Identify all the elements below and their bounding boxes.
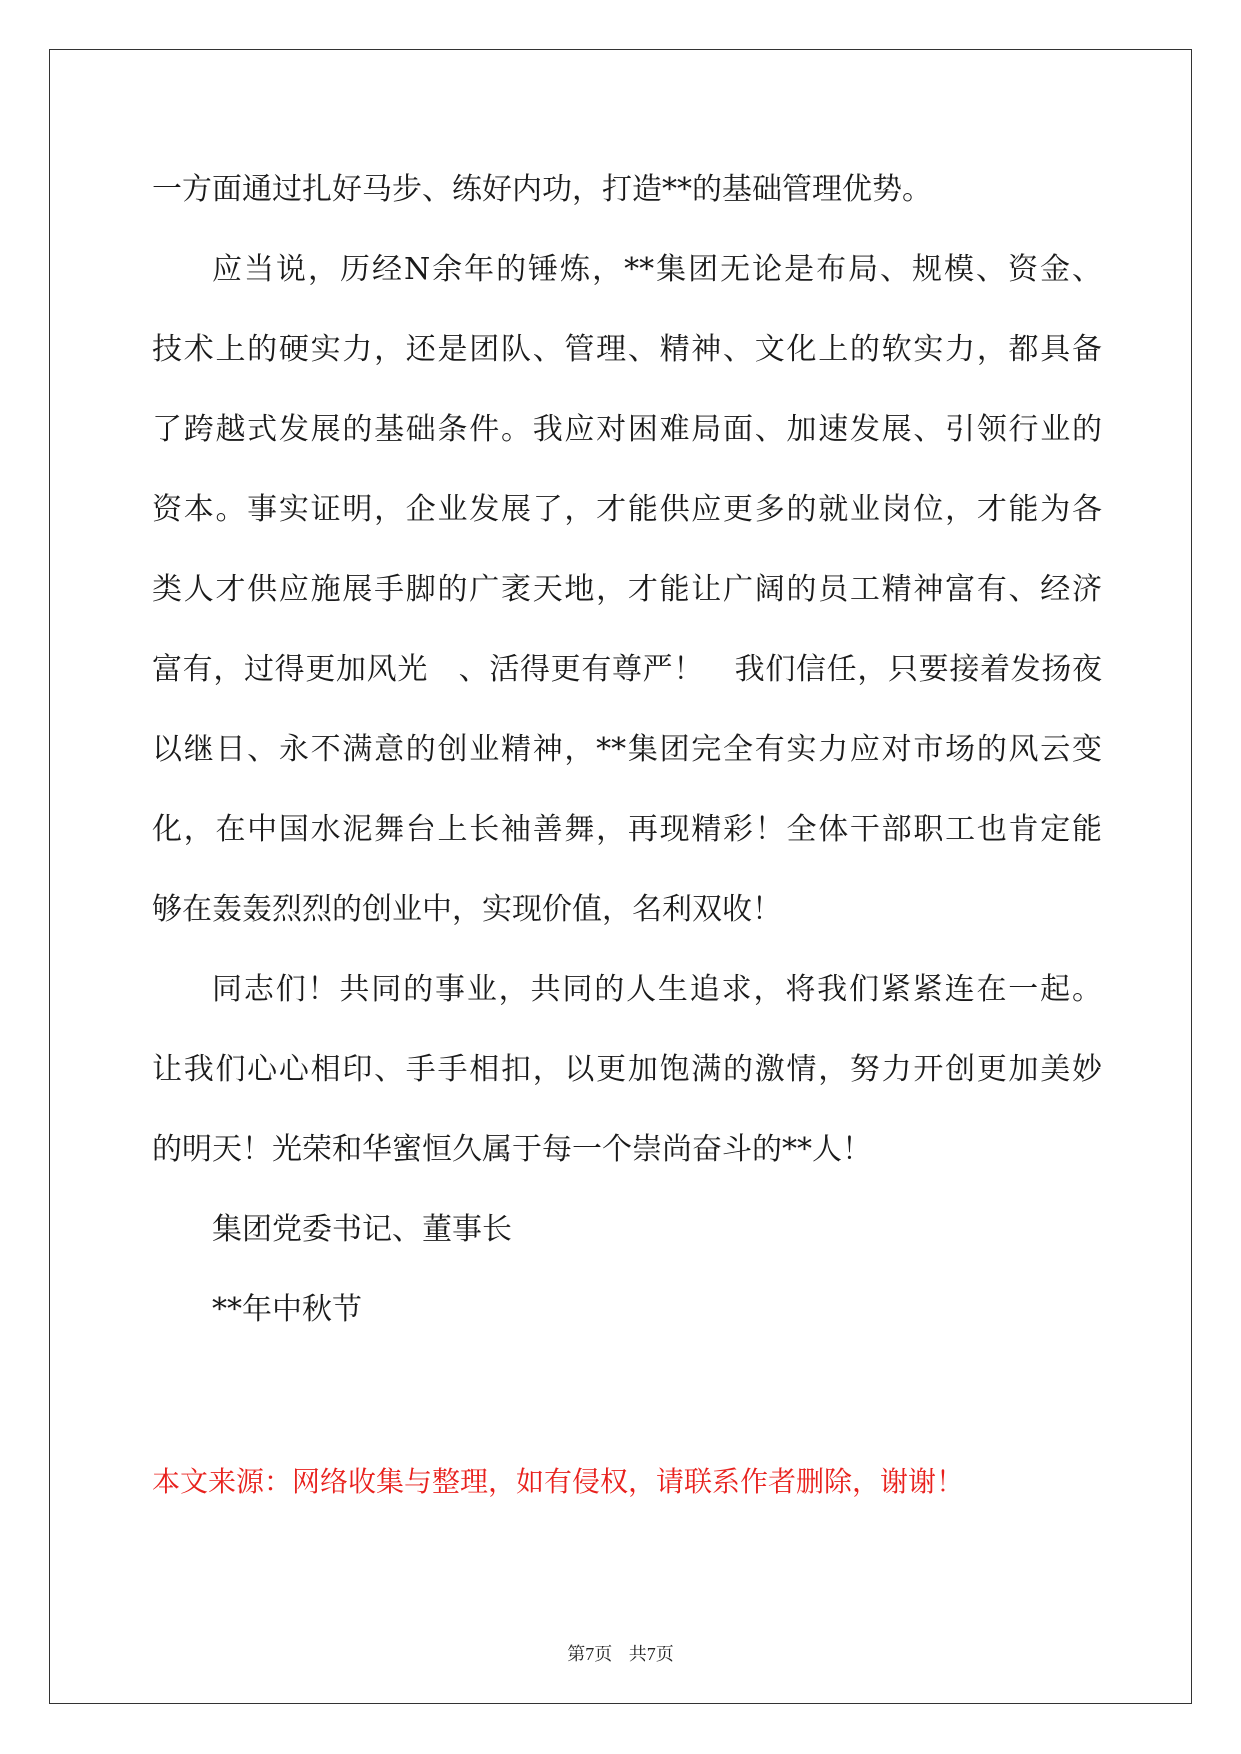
- text-line: 富有，过得更加风光 、活得更有尊严！ 我们信任，只要接着发扬夜: [152, 652, 1102, 687]
- text-line: 同志们！共同的事业，共同的人生追求，将我们紧紧连在一起。: [212, 972, 1102, 1007]
- text-line: 技术上的硬实力，还是团队、管理、精神、文化上的软实力，都具备: [152, 332, 1102, 367]
- page-number: 第7页: [567, 1644, 613, 1664]
- text-line: 够在轰轰烈烈的创业中，实现价值，名利双收！: [152, 892, 782, 927]
- document-body: [152, 150, 1102, 1350]
- page-total: 共7页: [628, 1644, 674, 1664]
- text-line: 化，在中国水泥舞台上长袖善舞，再现精彩！全体干部职工也肯定能: [152, 812, 1102, 847]
- text-line: 以继日、永不满意的创业精神，**集团完全有实力应对市场的风云变: [152, 732, 1102, 767]
- text-line: 一方面通过扎好马步、练好内功，打造**的基础管理优势。: [152, 172, 932, 207]
- source-note: 本文来源：网络收集与整理，如有侵权，请联系作者删除，谢谢！: [152, 1465, 965, 1498]
- text-line: 资本。事实证明，企业发展了，才能供应更多的就业岗位，才能为各: [152, 492, 1102, 527]
- text-line: 了跨越式发展的基础条件。我应对困难局面、加速发展、引领行业的: [152, 412, 1102, 447]
- text-line: 应当说，历经N余年的锤炼，**集团无论是布局、规模、资金、: [212, 252, 1102, 287]
- signature-title: 集团党委书记、董事长: [212, 1212, 512, 1247]
- text-line: 的明天！光荣和华蜜恒久属于每一个崇尚奋斗的**人！: [152, 1132, 872, 1167]
- page-footer: [0, 1640, 1241, 1666]
- signature-date: **年中秋节: [212, 1292, 362, 1327]
- text-line: 类人才供应施展手脚的广袤天地，才能让广阔的员工精神富有、经济: [152, 572, 1102, 607]
- text-line: 让我们心心相印、手手相扣，以更加饱满的激情，努力开创更加美妙: [152, 1052, 1102, 1087]
